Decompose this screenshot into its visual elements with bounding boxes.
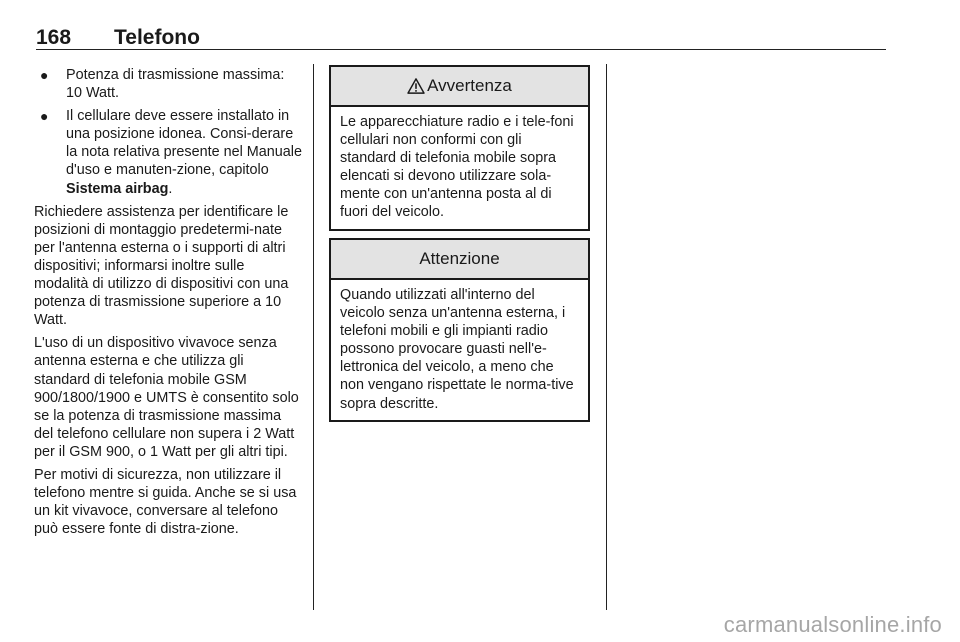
left-column — [34, 66, 302, 543]
body-paragraph: Richiedere assistenza per identificare le posizioni di montaggio predetermi-nate per l'antenna esterna o i supporti di altri dispositivi; informarsi inoltre sulle modalità di utilizzo di dispositivi con una potenza di trasmissione superiore a 10 Watt. — [34, 203, 289, 329]
caution-box-title: Attenzione — [419, 249, 500, 268]
page-number: 168 — [36, 26, 72, 49]
warning-triangle-icon — [407, 78, 425, 94]
warning-box-title: Avvertenza — [427, 76, 512, 95]
column-divider-left — [313, 64, 314, 610]
body-paragraph: Per motivi di sicurezza, non utilizzare il telefono mentre si guida. Anche se si usa un kit vivavoce, conversare al telefono può essere fonte di distra-zione. — [34, 466, 297, 538]
bullet-list — [34, 66, 302, 198]
header-divider — [36, 49, 886, 50]
warning-box-body: Le apparecchiature radio e i tele-foni cellulari non conformi con gli standard di telefonia mobile sopra elencati si devono utilizzare sola-mente con un'antenna posta al di fuori del veicolo. — [340, 114, 574, 221]
warning-box-header — [331, 67, 588, 107]
bullet-icon: ● — [40, 108, 49, 125]
list-item — [34, 66, 302, 102]
caution-box-body: Quando utilizzati all'interno del veicolo senza un'antenna esterna, i telefoni mobili e gli impianti radio possono provocare guasti nell'e-lettronica del veicolo, a meno che non vengano rispettate le norma-tive sopra descritte. — [340, 287, 574, 412]
bullet-text: Potenza di trasmissione massima: 10 Watt. — [66, 67, 285, 102]
cross-reference: Sistema airbag — [66, 180, 169, 197]
body-paragraph: L'uso di un dispositivo vivavoce senza antenna esterna e che utilizza gli standard di telefonia mobile GSM 900/1800/1900 e UMTS è consentito solo se la potenza di trasmissione massima del telefono cellulare non supera i 2 Watt per il GSM 900, o 1 Watt per gli altri tipi. — [34, 335, 299, 460]
bullet-text: Il cellulare deve essere installato in una posizione idonea. Consi-derare la nota relativa presente nel Manuale d'uso e manuten-zione, capitolo — [66, 108, 302, 179]
chapter-title: Telefono — [114, 26, 200, 49]
watermark: carmanualsonline.info — [723, 612, 942, 637]
caution-box-header — [331, 240, 588, 280]
list-item — [34, 107, 302, 197]
caution-box — [329, 238, 590, 422]
warning-box — [329, 65, 590, 231]
bullet-icon: ● — [40, 67, 49, 83]
column-divider-right — [606, 64, 607, 610]
bullet-suffix: . — [168, 180, 173, 197]
